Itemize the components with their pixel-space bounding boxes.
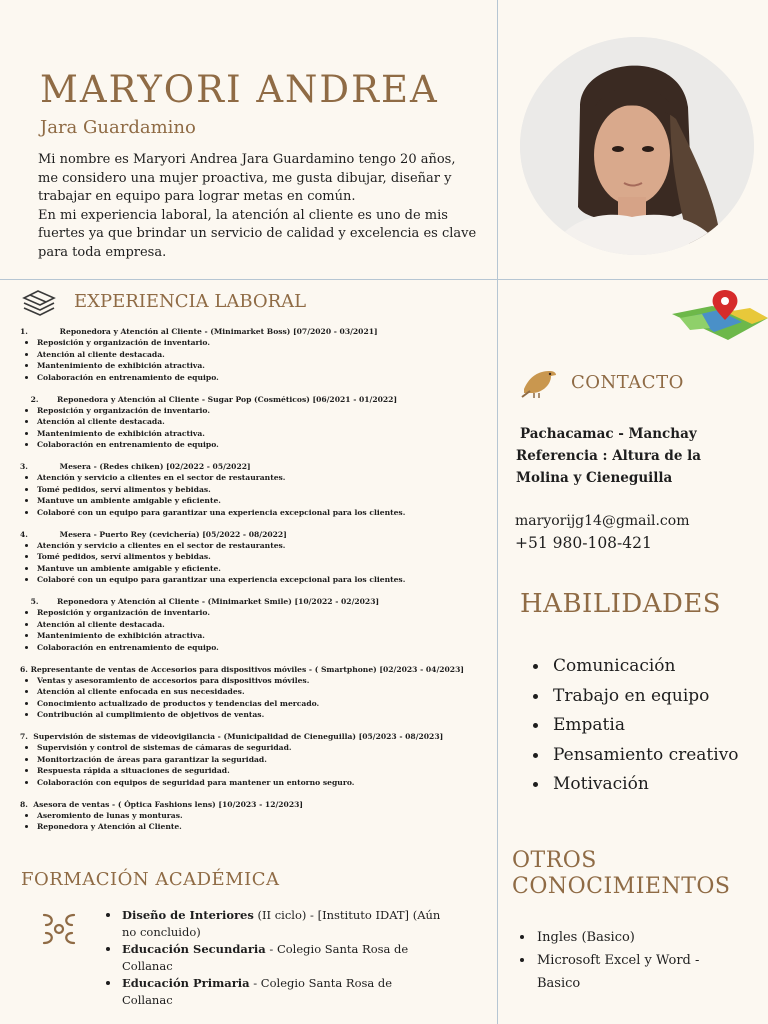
other-knowledge-item: Ingles (Basico) xyxy=(520,926,735,949)
education-item xyxy=(103,941,443,975)
job-number: 5. xyxy=(30,597,39,606)
job-title-text: Asesora de ventas - ( Óptica Fashions lens) [10/2023 - 12/2023] xyxy=(33,799,303,809)
job-entry xyxy=(20,461,490,518)
job-task: Respuesta rápida a situaciones de seguridad. xyxy=(20,765,490,777)
job-title-text: Mesera - Puerto Rey (cevichería) [05/2022 - 08/2022] xyxy=(59,529,287,539)
education-degree: Educación Primaria xyxy=(122,976,250,990)
education-detail: - Colegio Santa Rosa de Collanac xyxy=(122,976,393,1007)
skill-item: Pensamiento creativo xyxy=(533,741,743,771)
job-title xyxy=(20,799,490,810)
job-title xyxy=(20,596,490,607)
email[interactable]: maryorijg14@gmail.com xyxy=(515,513,690,529)
skill-item: Comunicación xyxy=(533,652,743,682)
header-divider xyxy=(0,279,768,280)
profile-photo xyxy=(520,37,754,255)
job-task: Colaboración en entrenamiento de equipo. xyxy=(20,372,490,384)
skill-item: Empatia xyxy=(533,711,743,741)
address-line: Referencia : Altura de la xyxy=(516,448,702,464)
phone[interactable]: +51 980-108-421 xyxy=(515,534,652,552)
job-task: Mantuve un ambiente amigable y eficiente. xyxy=(20,495,490,507)
map-pin-icon xyxy=(672,288,768,342)
intro-paragraph: En mi experiencia laboral, la atención al cliente es uno de mis fuertes ya que brindar un servicio de calidad y excelencia es clave para toda empresa. xyxy=(38,207,477,260)
education-detail: - Colegio Santa Rosa de Collanac xyxy=(122,942,409,973)
books-icon xyxy=(22,289,56,317)
job-task: Atención y servicio a clientes en el sector de restaurantes. xyxy=(20,472,490,484)
job-title xyxy=(20,529,490,540)
skill-item: Motivación xyxy=(533,770,743,800)
education-title: FORMACIÓN ACADÉMICA xyxy=(21,869,280,890)
other-knowledge-list xyxy=(520,926,735,995)
ornament-icon xyxy=(40,911,78,947)
job-task: Supervisión y control de sistemas de cámaras de seguridad. xyxy=(20,742,490,754)
experience-title: EXPERIENCIA LABORAL xyxy=(74,291,307,312)
education-detail: (II ciclo) - [Instituto IDAT] (Aún no concluido) xyxy=(122,908,441,939)
job-task: Atención y servicio a clientes en el sector de restaurantes. xyxy=(20,540,490,552)
bird-icon xyxy=(520,363,558,399)
job-title xyxy=(20,326,490,337)
address-line: Pachacamac - Manchay xyxy=(520,426,697,442)
job-task: Atención al cliente destacada. xyxy=(20,416,490,428)
job-task: Conocimiento actualizado de productos y tendencias del mercado. xyxy=(20,698,490,710)
job-title xyxy=(20,461,490,472)
job-entry xyxy=(20,799,490,833)
job-entry xyxy=(20,326,490,383)
job-entry xyxy=(20,529,490,586)
education-item xyxy=(103,975,443,1009)
job-number: 1. xyxy=(20,327,28,336)
job-title xyxy=(20,731,490,742)
job-task: Colaboración con equipos de seguridad para mantener un entorno seguro. xyxy=(20,777,490,789)
skills-list xyxy=(533,652,743,800)
job-task: Mantuve un ambiente amigable y eficiente. xyxy=(20,563,490,575)
job-entry xyxy=(20,596,490,653)
column-divider xyxy=(497,0,498,1024)
job-task: Contribución al cumplimiento de objetivos de ventas. xyxy=(20,709,490,721)
experience-list xyxy=(20,326,490,843)
job-task: Reposición y organización de inventario. xyxy=(20,607,490,619)
job-task: Atención al cliente destacada. xyxy=(20,619,490,631)
job-title xyxy=(20,394,490,405)
job-task: Colaboré con un equipo para garantizar una experiencia excepcional para los clientes. xyxy=(20,574,490,586)
job-number: 4. xyxy=(20,529,28,539)
education-list xyxy=(103,907,443,1009)
job-task: Mantenimiento de exhibición atractiva. xyxy=(20,360,490,372)
job-entry xyxy=(20,394,490,451)
job-task: Colaboración en entrenamiento de equipo. xyxy=(20,439,490,451)
job-task: Tomé pedidos, serví alimentos y bebidas. xyxy=(20,551,490,563)
job-number: 6. xyxy=(20,664,28,674)
job-number: 8. xyxy=(20,799,28,809)
job-task: Reposición y organización de inventario. xyxy=(20,337,490,349)
skills-title: HABILIDADES xyxy=(520,589,722,619)
job-title-text: Reponedora y Atención al Cliente - Sugar Pop (Cosméticos) [06/2021 - 01/2022] xyxy=(57,394,398,404)
job-number: 2. xyxy=(30,394,39,404)
job-title-text: Reponedora y Atención al Cliente - (Minimarket Smile) [10/2022 - 02/2023] xyxy=(57,597,380,606)
intro-paragraph: Mi nombre es Maryori Andrea Jara Guardamino tengo 20 años, me considero una mujer proactiva, me gusta dibujar, diseñar y trabajar en equipo para lograr metas en común. xyxy=(38,152,456,204)
job-task: Ventas y asesoramiento de accesorios para dispositivos móviles. xyxy=(20,675,490,687)
education-item xyxy=(103,907,443,941)
job-task: Tomé pedidos, serví alimentos y bebidas. xyxy=(20,484,490,496)
job-entry xyxy=(20,731,490,788)
job-title-text: Reponedora y Atención al Cliente - (Minimarket Boss) [07/2020 - 03/2021] xyxy=(59,327,378,336)
skill-item: Trabajo en equipo xyxy=(533,682,743,712)
job-title-text: Supervisión de sistemas de videovigilancia - (Municipalidad de Cieneguilla) [05/2023 - 08/2023] xyxy=(33,732,444,741)
job-task: Mantenimiento de exhibición atractiva. xyxy=(20,428,490,440)
job-title-text: Representante de ventas de Accesorios para dispositivos móviles - ( Smartphone) [02/2023 - 04/2023] xyxy=(30,664,464,674)
job-task: Colaboración en entrenamiento de equipo. xyxy=(20,642,490,654)
job-task: Reponedora y Atención al Cliente. xyxy=(20,821,490,833)
other-knowledge-title: OTROS CONOCIMIENTOS xyxy=(512,848,731,899)
job-number: 3. xyxy=(20,462,28,471)
job-task: Colaboré con un equipo para garantizar una experiencia excepcional para los clientes. xyxy=(20,507,490,519)
job-title-text: Mesera - (Redes chiken) [02/2022 - 05/2022] xyxy=(59,462,251,471)
job-task: Aseromiento de lunas y monturas. xyxy=(20,810,490,822)
intro-text xyxy=(38,151,478,262)
other-knowledge-item: Microsoft Excel y Word - Basico xyxy=(520,949,735,995)
education-degree: Diseño de Interiores xyxy=(122,908,254,922)
job-task: Atención al cliente enfocada en sus necesidades. xyxy=(20,686,490,698)
address xyxy=(516,423,736,489)
job-task: Monitorización de áreas para garantizar la seguridad. xyxy=(20,754,490,766)
job-number: 7. xyxy=(20,732,28,741)
surname: Jara Guardamino xyxy=(40,117,196,138)
job-entry xyxy=(20,664,490,721)
education-degree: Educación Secundaria xyxy=(122,942,266,956)
job-task: Atención al cliente destacada. xyxy=(20,349,490,361)
job-title xyxy=(20,664,490,675)
job-task: Reposición y organización de inventario. xyxy=(20,405,490,417)
contact-title: CONTACTO xyxy=(571,372,684,393)
address-line: Molina y Cieneguilla xyxy=(516,470,673,486)
full-name: MARYORI ANDREA xyxy=(40,68,439,111)
job-task: Mantenimiento de exhibición atractiva. xyxy=(20,630,490,642)
